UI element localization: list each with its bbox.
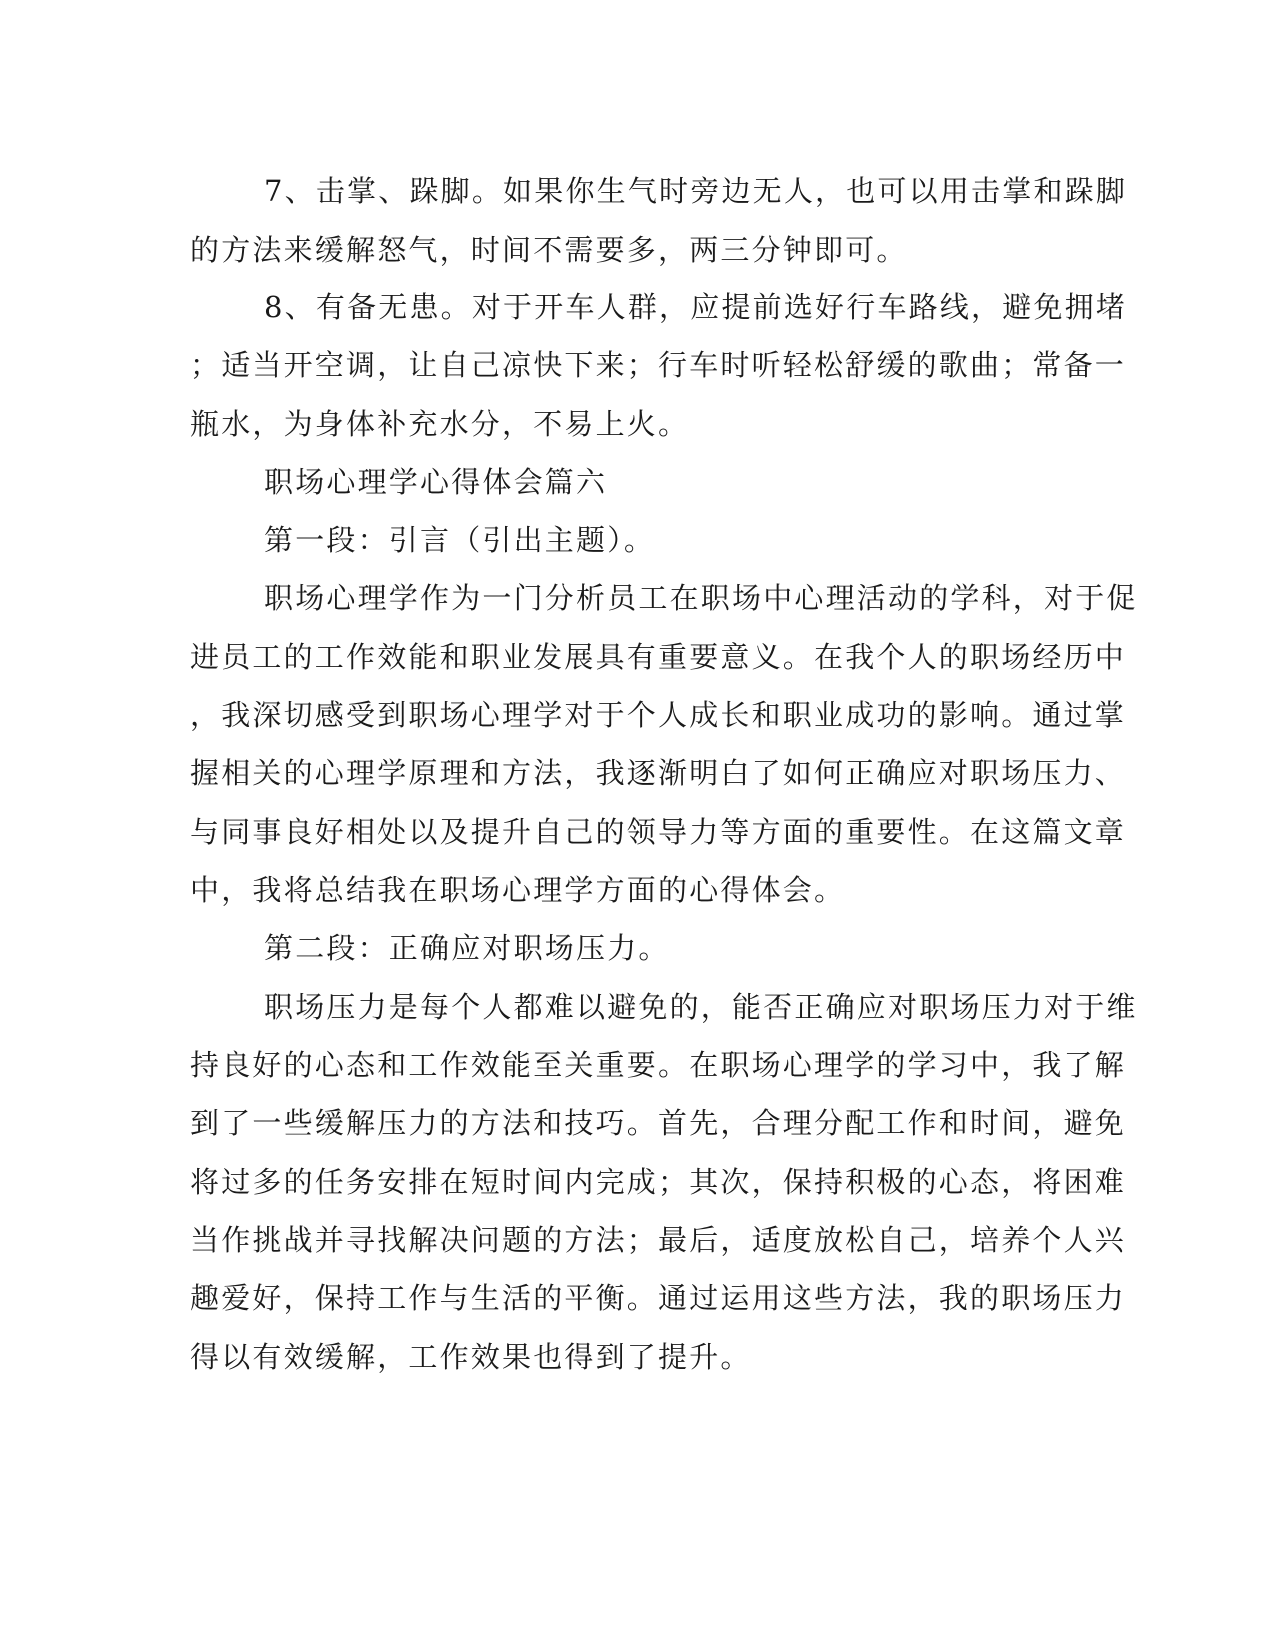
text-line: 进员工的工作效能和职业发展具有重要意义。在我个人的职场经历中	[190, 640, 1127, 674]
paragraph-heading: 第二段：正确应对职场压力。	[264, 931, 670, 965]
text-line: 到了一些缓解压力的方法和技巧。首先，合理分配工作和时间，避免	[190, 1106, 1127, 1140]
text-line: ，我深切感受到职场心理学对于个人成长和职业成功的影响。通过掌	[190, 698, 1127, 732]
text-line: 职场心理学作为一门分析员工在职场中心理活动的学科，对于促	[264, 581, 1138, 615]
paragraph-heading: 第一段：引言（引出主题）。	[264, 523, 656, 557]
text-line: 握相关的心理学原理和方法，我逐渐明白了如何正确应对职场压力、	[190, 756, 1127, 790]
text-line: 趣爱好，保持工作与生活的平衡。通过运用这些方法，我的职场压力	[190, 1281, 1127, 1315]
text-line: 7、击掌、跺脚。如果你生气时旁边无人，也可以用击掌和跺脚	[264, 174, 1128, 208]
text-line: 瓶水，为身体补充水分，不易上火。	[190, 407, 690, 441]
text-line: ；适当开空调，让自己凉快下来；行车时听轻松舒缓的歌曲；常备一	[190, 348, 1127, 382]
text-line: 得以有效缓解，工作效果也得到了提升。	[190, 1340, 752, 1374]
section-heading: 职场心理学心得体会篇六	[264, 465, 608, 499]
text-line: 职场压力是每个人都难以避免的，能否正确应对职场压力对于维	[264, 990, 1138, 1024]
text-line: 与同事良好相处以及提升自己的领导力等方面的重要性。在这篇文章	[190, 815, 1127, 849]
text-line: 将过多的任务安排在短时间内完成；其次，保持积极的心态，将困难	[190, 1165, 1127, 1199]
text-line: 持良好的心态和工作效能至关重要。在职场心理学的学习中，我了解	[190, 1048, 1127, 1082]
text-line: 中，我将总结我在职场心理学方面的心得体会。	[190, 873, 846, 907]
text-line: 的方法来缓解怒气，时间不需要多，两三分钟即可。	[190, 233, 908, 267]
text-line: 当作挑战并寻找解决问题的方法；最后，适度放松自己，培养个人兴	[190, 1223, 1127, 1257]
text-line: 8、有备无患。对于开车人群，应提前选好行车路线，避免拥堵	[264, 290, 1128, 324]
